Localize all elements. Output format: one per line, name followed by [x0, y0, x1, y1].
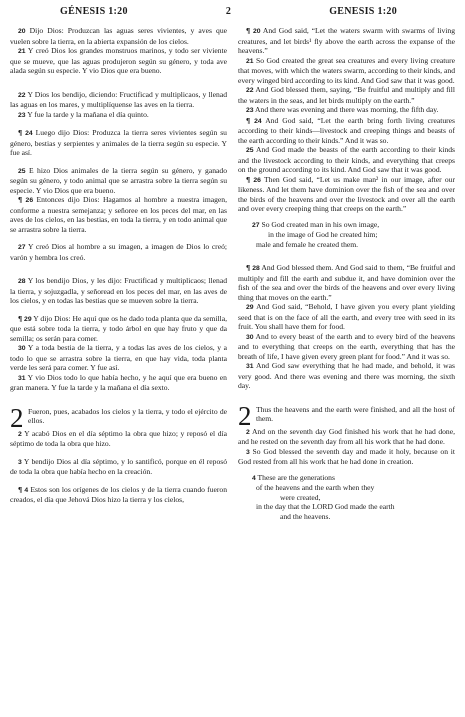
verse: 22 And God blessed them, saying, “Be fruitful and multiply and fill the waters in the seas, and let birds multiply on the earth.”	[238, 85, 455, 105]
verse: ¶ 24 And God said, “Let the earth bring forth living creatures according to their kinds—livestock and creeping things and beasts of the earth according to their kinds.” And it was so.	[238, 115, 455, 145]
verse: 27 Y creó Dios al hombre a su imagen, a imagen de Dios lo creó; varón y hembra los creó.	[10, 242, 227, 262]
verse: 30 And to every beast of the earth and to every bird of the heavens and to everything that creeps on the earth, everything that has the breath of life, I have given every green plant for food.” And it was so.	[238, 331, 455, 361]
verse: 22 Y Dios los bendijo, diciendo: Fructificad y multiplicaos, y llenad las aguas en los mares, y multiplíquense las aves en la tierra.	[10, 89, 227, 109]
verse: 28 Y los bendijo Dios, y les dijo: Fructificad y multiplicaos; llenad la tierra, y sojuzgadla, y señoread en los peces del mar, en las aves de los cielos, y en todas las bestias que se mueven sobre la tierra.	[10, 276, 227, 305]
page-number: 2	[225, 6, 232, 17]
poetry-block: 27 So God created man in his own image, in the image of God he created him; male and female he created them.	[252, 219, 380, 249]
chapter-number: 2	[10, 402, 24, 433]
verse: 29 And God said, “Behold, I have given you every plant yielding seed that is on the face of all the earth, and every tree with seed in its fruit. You shall have them for food.	[238, 302, 455, 331]
verse: 30 Y a toda bestia de la tierra, y a todas las aves de los cielos, y a todo lo que se arrastra sobre la tierra, en que hay vida, toda planta verde les será para comer. Y fue así.	[10, 343, 228, 372]
spanish-column	[10, 26, 227, 521]
verse: ¶ 20 And God said, “Let the waters swarm with swarms of living creatures, and let birds¹ fly above the earth across the expanse of the heavens.”	[238, 26, 455, 55]
english-column	[238, 26, 455, 521]
verse: 3 Y bendijo Dios al día séptimo, y lo santificó, porque en él reposó de toda la obra que había hecho en la creación.	[10, 456, 227, 476]
verse: ¶ 29 Y dijo Dios: He aquí que os he dado toda planta que da semilla, que está sobre toda la tierra, y todo árbol en que hay fruto y que da semilla; os serán para comer.	[10, 313, 227, 343]
verse: 2 And on the seventh day God finished his work that he had done, and he rested on the seventh day from all his work that he had done.	[238, 426, 455, 446]
chapter-start	[238, 400, 455, 431]
verse: ¶ 4 Estos son los orígenes de los cielos y de la tierra cuando fueron creados, el día que Jehová Dios hizo la tierra y los cielos,	[10, 484, 228, 504]
verse: 20 Dijo Dios: Produzcan las aguas seres vivientes, y aves que vuelen sobre la tierra, en la abierta expansión de los cielos.	[10, 26, 227, 46]
verse: 23 And there was evening and there was morning, the fifth day.	[246, 105, 439, 114]
verse: 23 Y fue la tarde y la mañana el día quinto.	[18, 109, 149, 119]
verse: 25 E hizo Dios animales de la tierra según su género, y ganado según su género, y todo animal que se arrastra sobre la tierra según su especie. Y vio Dios que era bueno.	[10, 165, 227, 195]
header-right: GENESIS 1:20	[329, 6, 397, 17]
verse: ¶ 26 Then God said, “Let us make man² in our image, after our likeness. And let them have dominion over the fish of the sea and over the birds of the heavens and over the livestock and over all the earth and over every creeping thing that creeps on the earth.”	[238, 174, 456, 213]
verse: 31 And God saw everything that he had made, and behold, it was very good. And there was evening and there was morning, the sixth day.	[238, 361, 455, 390]
verse: 31 Y vio Dios todo lo que había hecho, y he aquí que era bueno en gran manera. Y fue la tarde y la mañana el día sexto.	[10, 372, 227, 392]
verse: 21 Y creó Dios los grandes monstruos marinos, y todo ser viviente que se mueve, que las aguas produjeron según su género, y toda ave alada según su especie. Y vio Dios que era bueno.	[10, 46, 227, 75]
verse: ¶ 28 And God blessed them. And God said to them, “Be fruitful and multiply and fill the earth and subdue it, and have dominion over the fish of the sea and over the birds of the heavens and over every living thing that moves on the earth.”	[238, 263, 455, 302]
running-header	[10, 6, 455, 20]
verse: 2 Y acabó Dios en el día séptimo la obra que hizo; y reposó el día séptimo de toda la obra que hizo.	[10, 428, 227, 448]
verse: 25 And God made the beasts of the earth according to their kinds and the livestock according to their kinds, and everything that creeps on the ground according to its kind. And God saw that it was good.	[238, 145, 455, 174]
verse: 21 So God created the great sea creatures and every living creature that moves, with which the waters swarm, according to their kinds, and every winged bird according to its kind. And God saw that it was good.	[238, 55, 456, 85]
parallel-columns	[10, 26, 455, 521]
chapter-text: Fueron, pues, acabados los cielos y la tierra, y todo el ejército de ellos.	[28, 406, 227, 425]
verse: ¶ 24 Luego dijo Dios: Produzca la tierra seres vivientes según su género, bestias y serpientes y animales de la tierra según su especie. Y fue así.	[10, 128, 227, 157]
chapter-text: Thus the heavens and the earth were finished, and all the host of them.	[256, 404, 455, 423]
chapter-number: 2	[238, 400, 252, 431]
verse: 3 So God blessed the seventh day and made it holy, because on it God rested from all his work that he had done in creation.	[238, 446, 455, 466]
chapter-start	[10, 402, 227, 433]
poetry-block: 4 These are the generations of the heavens and the earth when they were created, in the day that the LORD God made the earth and the heavens.	[252, 472, 395, 521]
verse: ¶ 26 Entonces dijo Dios: Hagamos al hombre a nuestra imagen, conforme a nuestra semejanza; y señoree en los peces del mar, en las aves de los cielos, en las bestias, en toda la tierra, y en todo animal que se arrastra sobre la tierra.	[10, 195, 227, 234]
header-left: GÉNESIS 1:20	[60, 6, 128, 17]
